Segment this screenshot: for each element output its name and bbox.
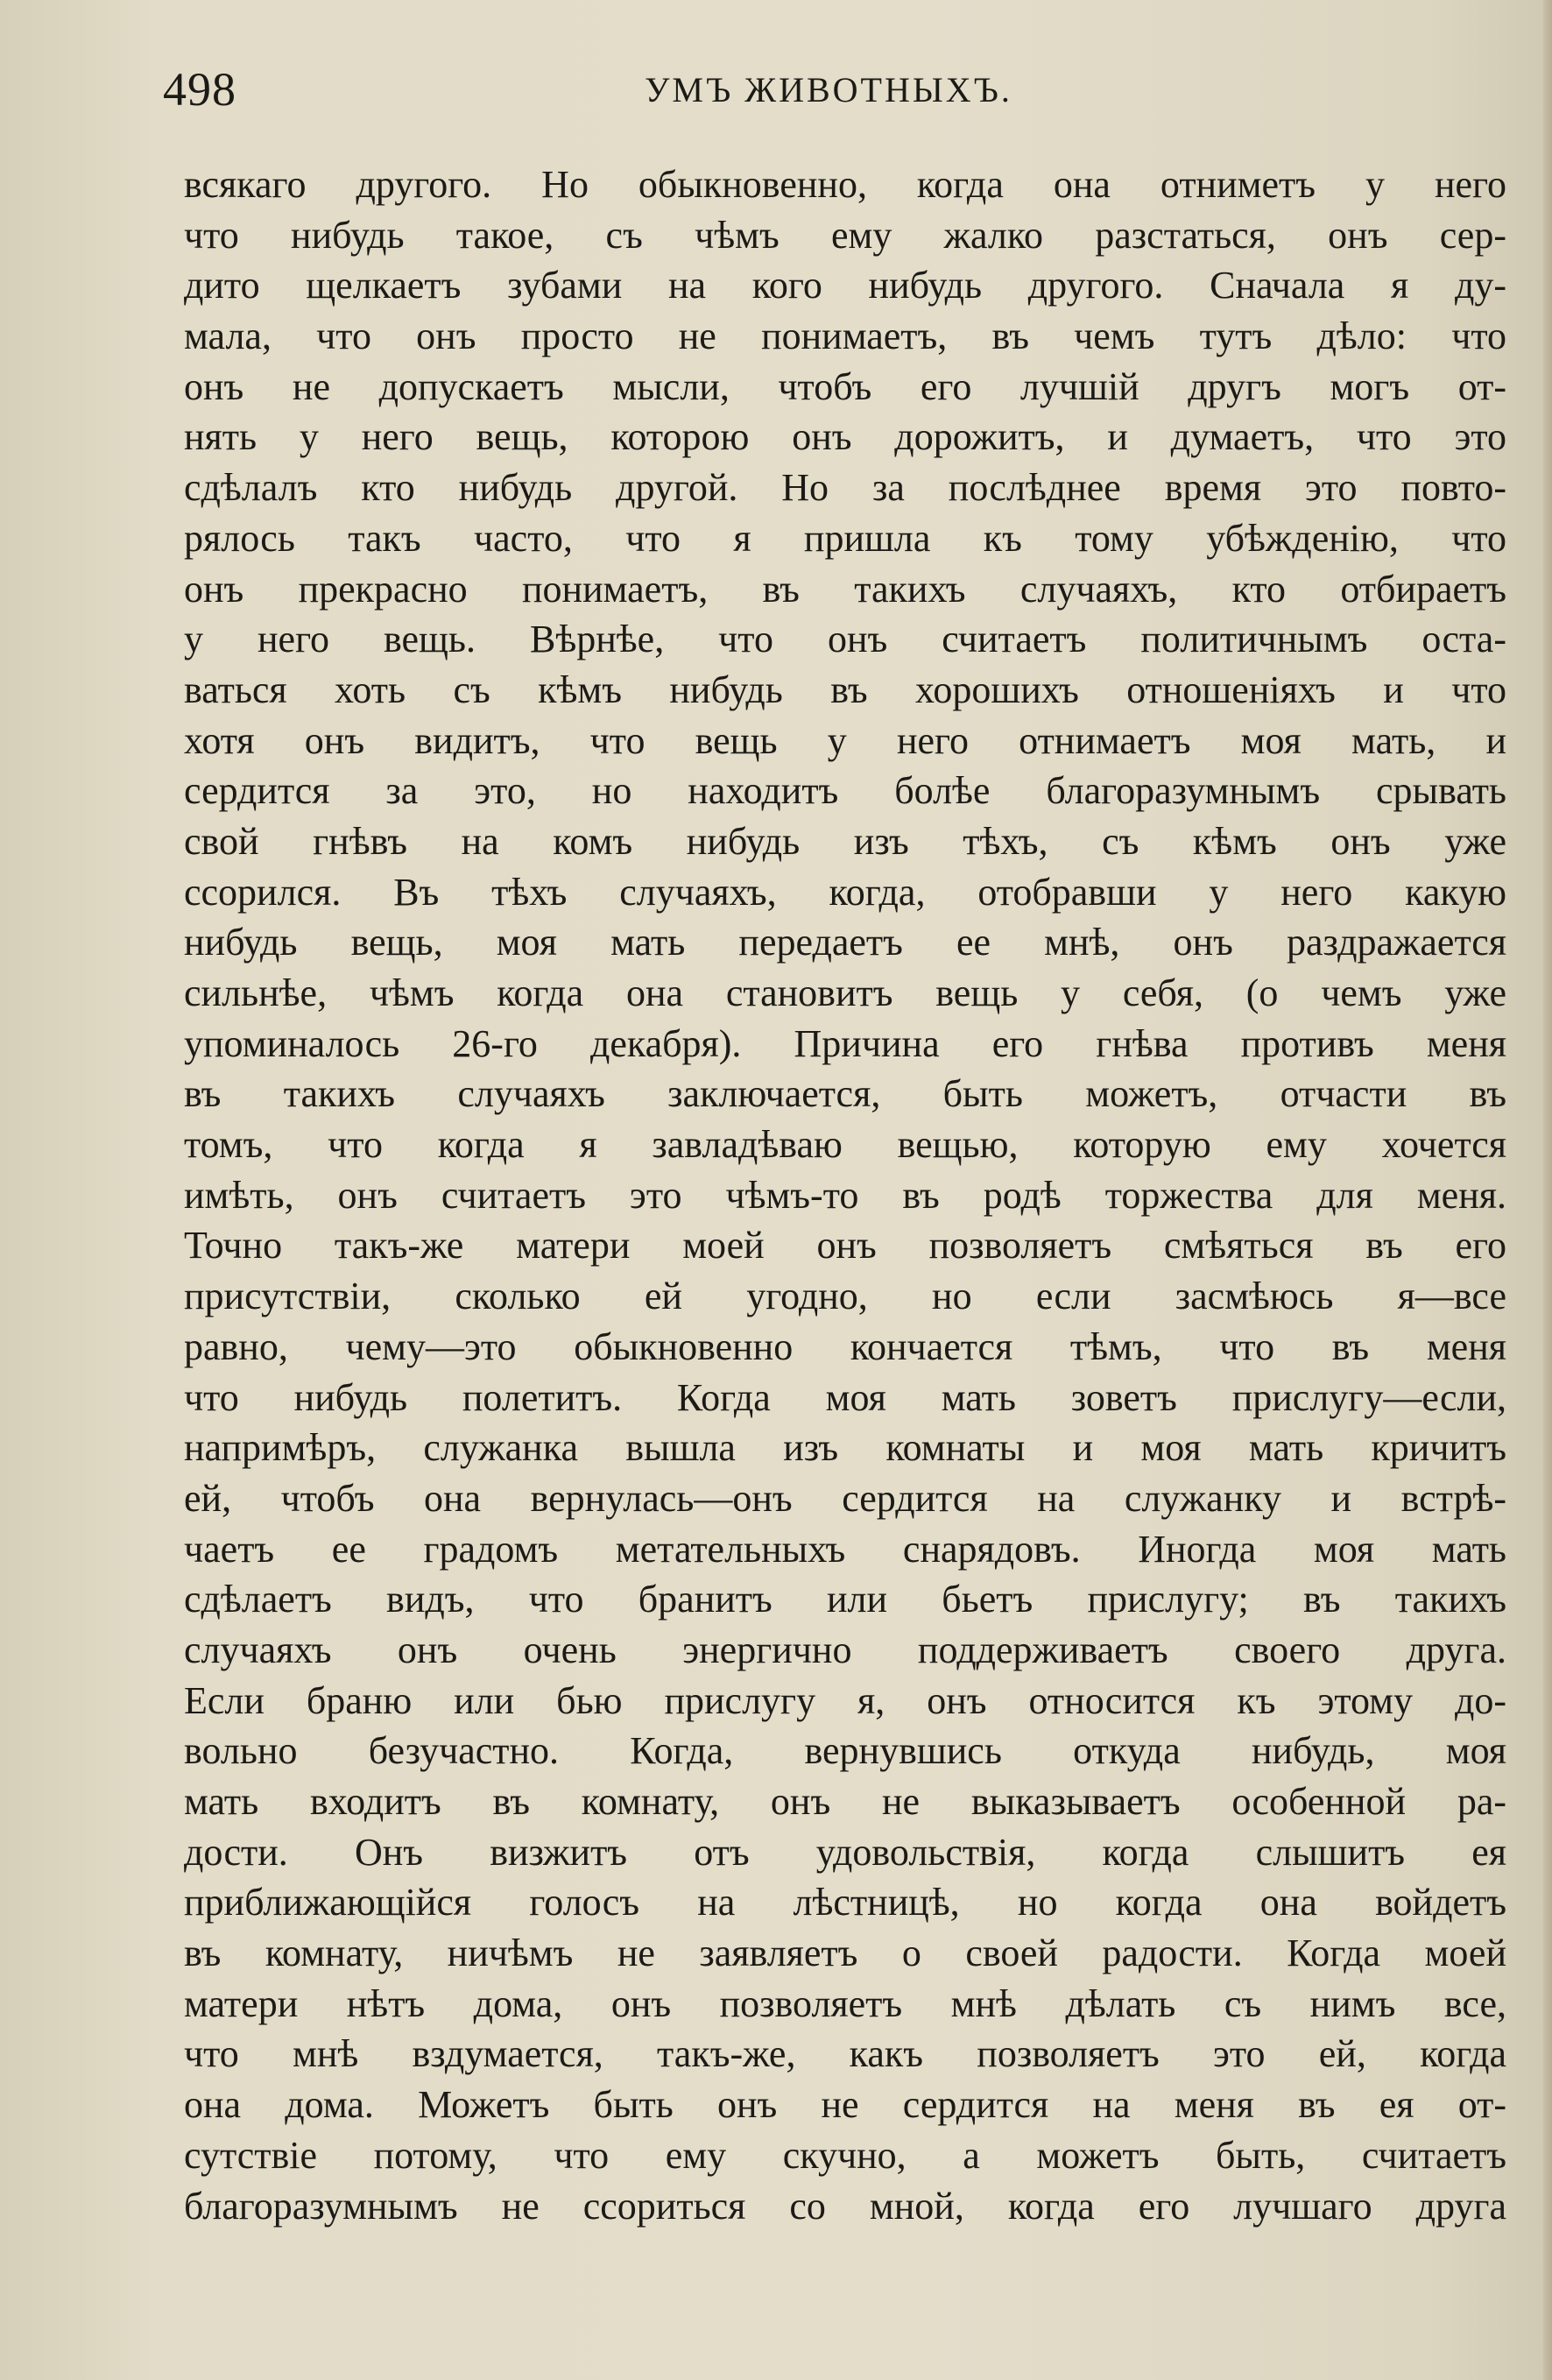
text-line: мала, что онъ просто не понимаетъ, въ чемъ тутъ дѣло: что — [184, 314, 1506, 358]
text-line: онъ прекрасно понимаетъ, въ такихъ случаяхъ, кто отбираетъ — [184, 567, 1506, 611]
text-line: Точно такъ-же матери моей онъ позволяетъ смѣяться въ его — [184, 1224, 1506, 1268]
text-line: сдѣлаетъ видъ, что бранитъ или бьетъ прислугу; въ такихъ — [184, 1578, 1506, 1621]
text-line: благоразумнымъ не ссориться со мной, когда его лучшаго друга — [184, 2184, 1506, 2228]
page-header — [163, 63, 1503, 116]
text-line: нибудь вещь, моя мать передаетъ ее мнѣ, онъ раздражается — [184, 921, 1506, 964]
text-line: дито щелкаетъ зубами на кого нибудь другого. Сначала я ду- — [184, 264, 1506, 307]
text-line: что нибудь полетитъ. Когда моя мать зоветъ прислугу—если, — [184, 1375, 1506, 1419]
text-line: сдѣлалъ кто нибудь другой. Но за послѣднее время это повто- — [184, 466, 1506, 510]
text-line: приближающійся голосъ на лѣстницѣ, но когда она войдетъ — [184, 1881, 1506, 1924]
text-line: ей, чтобъ она вернулась—онъ сердится на служанку и встрѣ- — [184, 1476, 1506, 1520]
text-line: матери нѣтъ дома, онъ позволяетъ мнѣ дѣлать съ нимъ все, — [184, 1981, 1506, 2025]
text-line: дости. Онъ визжитъ отъ удовольствія, когда слышитъ ея — [184, 1830, 1506, 1874]
text-line: что мнѣ вздумается, такъ-же, какъ позволяетъ это ей, когда — [184, 2032, 1506, 2076]
text-line: у него вещь. Вѣрнѣе, что онъ считаетъ политичнымъ оста- — [184, 618, 1506, 661]
text-line: нять у него вещь, которою онъ дорожитъ, и думаетъ, что это — [184, 415, 1506, 459]
page-edge-shadow — [1543, 0, 1552, 2380]
text-line: Если браню или бью прислугу я, онъ относится къ этому до- — [184, 1678, 1506, 1722]
text-line: въ такихъ случаяхъ заключается, быть можетъ, отчасти въ — [184, 1072, 1506, 1116]
text-line: въ комнату, ничѣмъ не заявляетъ о своей радости. Когда моей — [184, 1932, 1506, 1975]
page-number: 498 — [163, 63, 236, 116]
text-line: мать входитъ въ комнату, онъ не выказываетъ особенной ра- — [184, 1780, 1506, 1823]
text-line: она дома. Можетъ быть онъ не сердится на меня въ ея от- — [184, 2083, 1506, 2127]
text-line: сердится за это, но находитъ болѣе благоразумнымъ срывать — [184, 769, 1506, 813]
text-line: свой гнѣвъ на комъ нибудь изъ тѣхъ, съ кѣмъ онъ уже — [184, 819, 1506, 863]
text-line: упоминалось 26-го декабря). Причина его гнѣва противъ меня — [184, 1021, 1506, 1065]
text-line: равно, чему—это обыкновенно кончается тѣмъ, что въ меня — [184, 1324, 1506, 1368]
text-line: ваться хоть съ кѣмъ нибудь въ хорошихъ отношеніяхъ и что — [184, 667, 1506, 711]
text-line: всякаго другого. Но обыкновенно, когда она отниметъ у него — [184, 163, 1506, 206]
text-line: онъ не допускаетъ мысли, чтобъ его лучшій другъ могъ от- — [184, 364, 1506, 408]
text-line: напримѣръ, служанка вышла изъ комнаты и моя мать кричитъ — [184, 1426, 1506, 1470]
text-line: что нибудь такое, съ чѣмъ ему жалко разстаться, онъ сер- — [184, 213, 1506, 257]
text-line: томъ, что когда я завладѣваю вещью, которую ему хочется — [184, 1123, 1506, 1167]
running-title: УМЪ ЖИВОТНЫХЪ. — [645, 70, 1012, 109]
text-line: имѣть, онъ считаетъ это чѣмъ-то въ родѣ торжества для меня. — [184, 1173, 1506, 1217]
text-line: рялось такъ часто, что я пришла къ тому убѣжденію, что — [184, 516, 1506, 560]
text-line: ссорился. Въ тѣхъ случаяхъ, когда, отобравши у него какую — [184, 870, 1506, 914]
text-line: присутствіи, сколько ей угодно, но если засмѣюсь я—все — [184, 1275, 1506, 1318]
text-line: сильнѣе, чѣмъ когда она становитъ вещь у себя, (о чемъ уже — [184, 971, 1506, 1014]
text-line: сутствіе потому, что ему скучно, а можетъ быть, считаетъ — [184, 2133, 1506, 2177]
text-line: чаетъ ее градомъ метательныхъ снарядовъ. Иногда моя мать — [184, 1527, 1506, 1571]
text-line: хотя онъ видитъ, что вещь у него отнимаетъ моя мать, и — [184, 718, 1506, 762]
body-text — [184, 159, 1506, 2231]
text-line: случаяхъ онъ очень энергично поддерживаетъ своего друга. — [184, 1628, 1506, 1671]
text-line: вольно безучастно. Когда, вернувшись откуда нибудь, моя — [184, 1729, 1506, 1773]
